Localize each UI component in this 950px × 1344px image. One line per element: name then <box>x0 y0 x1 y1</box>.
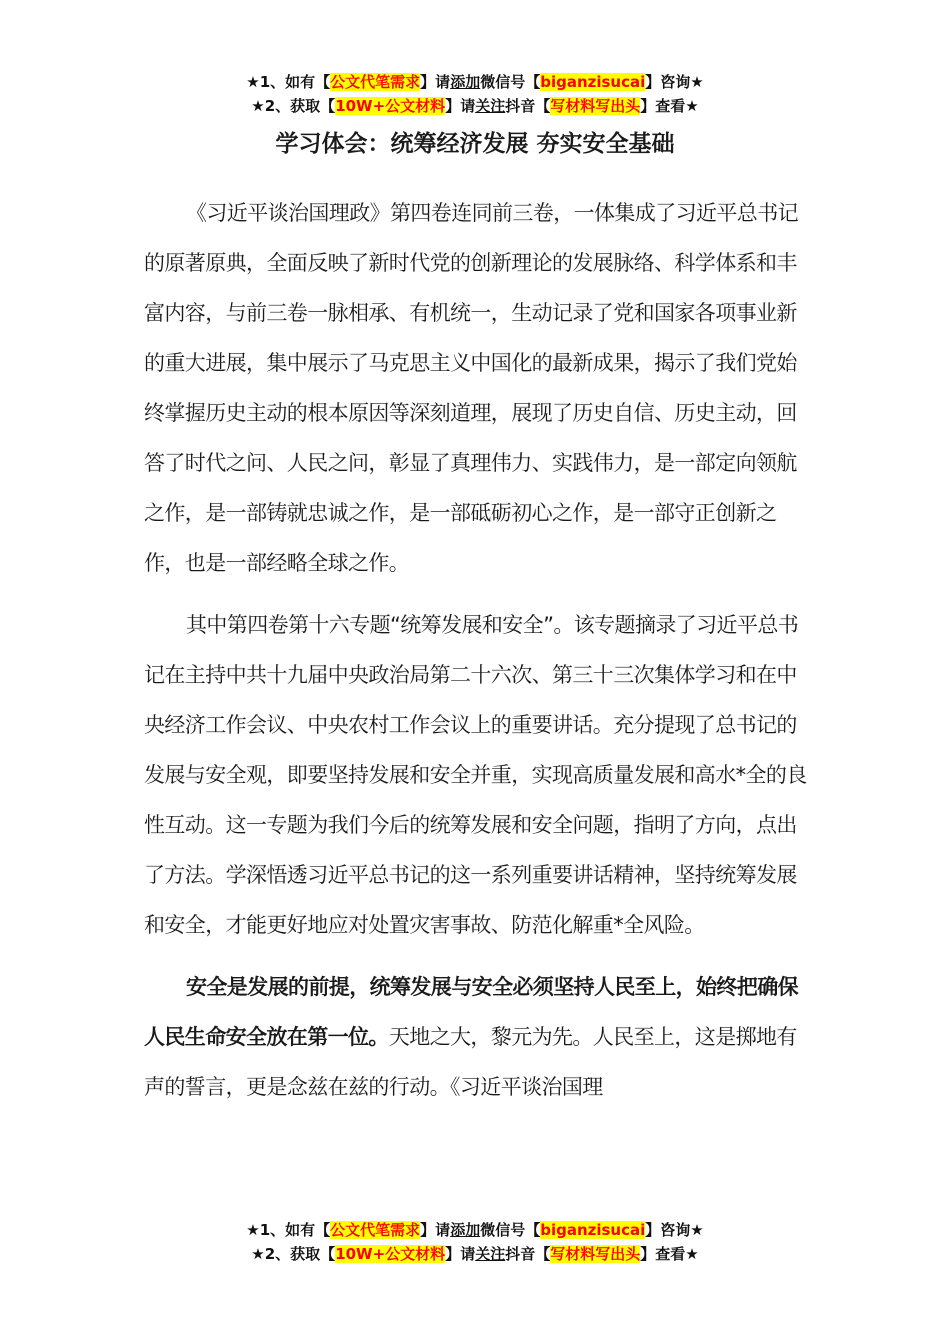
banner-underlined: 关注 <box>475 97 506 115</box>
banner-highlight: 10W+公文材料 <box>335 97 446 115</box>
document-title: 学习体会：统筹经济发展 夯实安全基础 <box>275 131 675 157</box>
banner-text: 微信号【 <box>480 73 541 91</box>
banner-underlined: 添加 <box>450 73 481 91</box>
banner-line-1 <box>0 70 950 94</box>
banner-text: ★1、如有【 <box>246 1221 331 1239</box>
banner-line-2 <box>0 94 950 118</box>
banner-underlined: 关注 <box>475 1245 506 1263</box>
paragraph-3-text: 天地之大，黎元为先。人民至上，这是掷地有声的誓言，更是念兹在兹的行动。《习近平谈治国理 <box>144 1025 797 1099</box>
banner-text: 】请 <box>445 1245 476 1263</box>
douyin-id: 写材料写出头 <box>550 97 641 115</box>
paragraph-2: 其中第四卷第十六专题“统筹发展和安全”。该专题摘录了习近平总书记在主持中共十九届中央政治局第二十六次、第三十三次集体学习和在中央经济工作会议、中央农村工作会议上的重要讲话。充分提现了总书记的发展与安全观，即要坚持发展和安全并重，实现高质量发展和高水*全的良性互动。这一专题为我们今后的统筹发展和安全问题，指明了方向，点出了方法。学深悟透习近平总书记的这一系列重要讲话精神，坚持统筹发展和安全，才能更好地应对处置灾害事故、防范化解重*全风险。 <box>144 613 807 937</box>
banner-text: 】查看★ <box>640 97 699 115</box>
banner-text: 】咨询★ <box>645 73 704 91</box>
wechat-id: biganzisucai <box>540 1221 646 1239</box>
banner-text: 抖音【 <box>505 97 551 115</box>
footer-line-1 <box>0 1218 950 1242</box>
paragraph-3 <box>144 962 810 1112</box>
banner-text: 】咨询★ <box>645 1221 704 1239</box>
footer-banner <box>0 1218 950 1266</box>
banner-underlined: 添加 <box>450 1221 481 1239</box>
banner-highlight: 10W+公文材料 <box>335 1245 446 1263</box>
banner-text: 抖音【 <box>505 1245 551 1263</box>
document-body <box>144 188 810 1112</box>
paragraph-1: 《习近平谈治国理政》第四卷连同前三卷，一体集成了习近平总书记的原著原典，全面反映了新时代党的创新理论的发展脉络、科学体系和丰富内容，与前三卷一脉相承、有机统一，生动记录了党和国家各项事业新的重大进展，集中展示了马克思主义中国化的最新成果，揭示了我们党始终掌握历史主动的根本原因等深刻道理，展现了历史自信、历史主动，回答了时代之问、人民之问，彰显了真理伟力、实践伟力，是一部定向领航之作，是一部铸就忠诚之作，是一部砥砺初心之作，是一部守正创新之作，也是一部经略全球之作。 <box>144 201 798 575</box>
banner-text: 】查看★ <box>640 1245 699 1263</box>
banner-text: ★1、如有【 <box>246 73 331 91</box>
header-banner <box>0 70 950 118</box>
banner-text: ★2、获取【 <box>251 97 336 115</box>
banner-text: 微信号【 <box>480 1221 541 1239</box>
douyin-id: 写材料写出头 <box>550 1245 641 1263</box>
footer-line-2 <box>0 1242 950 1266</box>
banner-text: 】请 <box>420 73 451 91</box>
banner-text: 】请 <box>420 1221 451 1239</box>
paragraph-3-lead: 安全是发展的前提，统筹发展与安全必须坚持人民至上，始终把确保人民生命安全放在第一位。 <box>144 975 798 1049</box>
banner-highlight: 公文代笔需求 <box>330 1221 421 1239</box>
banner-text: ★2、获取【 <box>251 1245 336 1263</box>
banner-highlight: 公文代笔需求 <box>330 73 421 91</box>
wechat-id: biganzisucai <box>540 73 646 91</box>
banner-text: 】请 <box>445 97 476 115</box>
